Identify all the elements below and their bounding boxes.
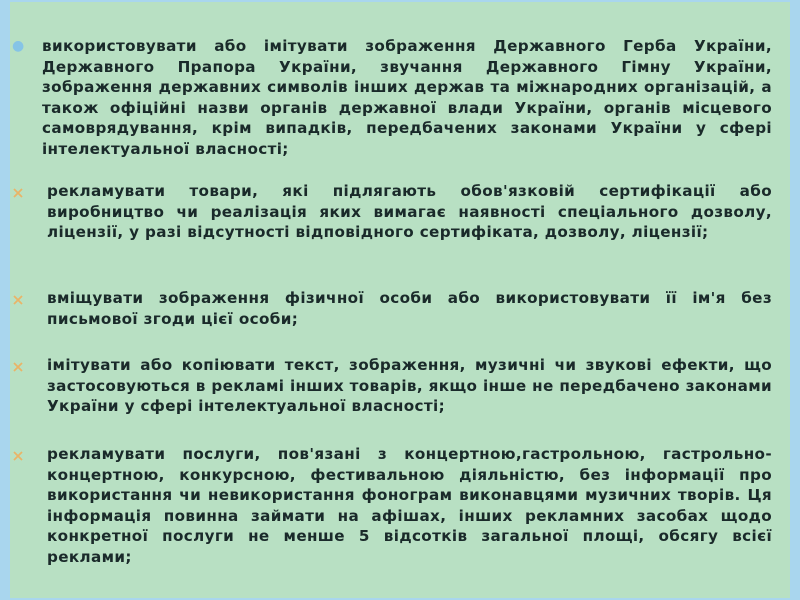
list-item [12, 36, 772, 160]
list-item-text: використовувати або імітувати зображення Державного Герба України, Державного Прапора України, звучання Державного Гімну України, зображення державних символів інших держав та міжнародних організацій, а також офіційні назви органів державної влади України, органів місцевого самоврядування, крім випадків, передбачених законами України у сфері інтелектуальної власності; [42, 37, 772, 158]
dot-icon: ● [12, 38, 25, 54]
list-item [47, 181, 772, 243]
list-item [47, 355, 772, 417]
list-item-text: вміщувати зображення фізичної особи або використовувати її ім'я без письмової згоди цієї особи; [47, 289, 772, 328]
cross-icon [10, 181, 26, 201]
list-item-text: рекламувати товари, які підлягають обов'язковій сертифікації або виробництво чи реалізація яких вимагає наявності спеціального дозволу, ліцензії, у разі відсутності відповідного сертифіката, дозволу, ліцензії; [47, 182, 772, 242]
list-item-text: рекламувати послуги, пов'язані з концертною,гастрольною, гастрольно-концертною, конкурсною, фестивальною діяльністю, без інформації про використання чи невикористання фонограм виконавцями музичних творів. Ця інформація повинна займати на афішах, інших рекламних засобах щодо конкретної послуги не менше 5 відсотків загальної площі, обсягу всієї реклами; [47, 445, 772, 566]
cross-icon [10, 355, 26, 375]
list-item [47, 288, 772, 329]
list-item [47, 444, 772, 568]
cross-icon [10, 288, 26, 308]
cross-icon [10, 444, 26, 464]
list-item-text: імітувати або копіювати текст, зображення, музичні чи звукові ефекти, що застосовуються в рекламі інших товарів, якщо інше не передбачено законами України у сфері інтелектуальної власності; [47, 356, 772, 416]
